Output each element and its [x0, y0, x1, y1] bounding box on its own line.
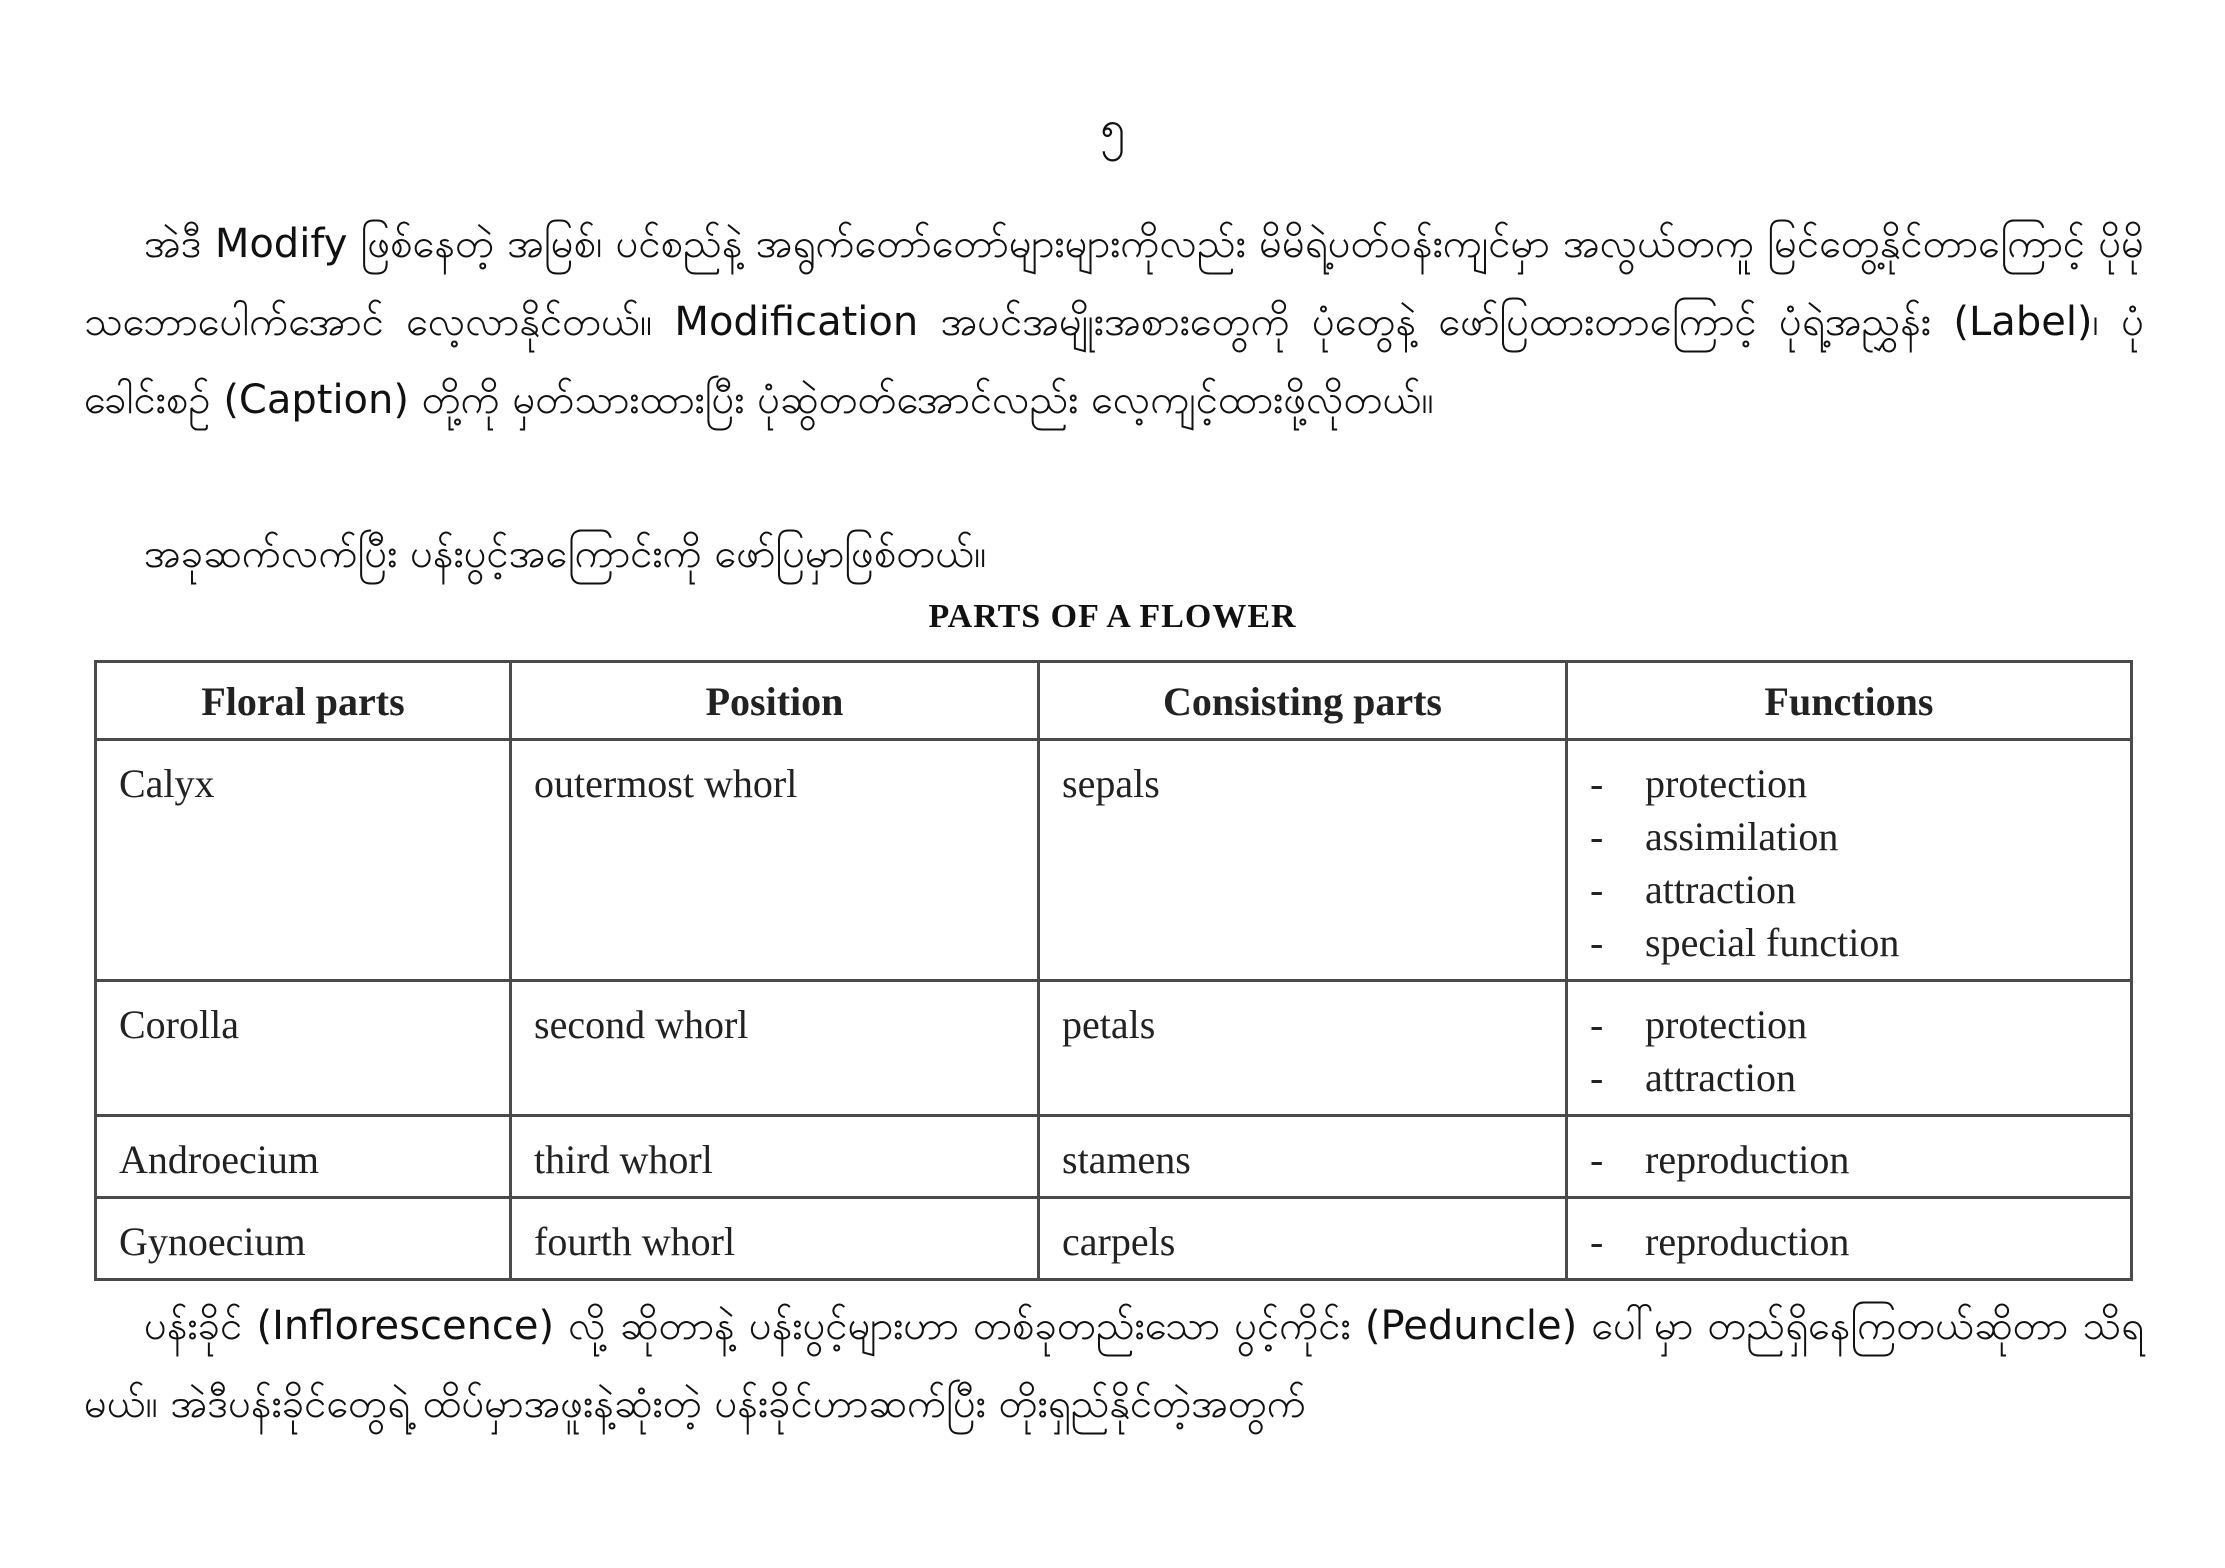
table-row: [96, 1198, 2132, 1280]
cell-functions: [1567, 1116, 2132, 1198]
header-position: Position: [511, 662, 1039, 740]
header-functions: Functions: [1567, 662, 2132, 740]
cell-floral-part: Gynoecium: [96, 1198, 511, 1280]
cell-floral-part: Androecium: [96, 1116, 511, 1198]
cell-consisting-parts: carpels: [1039, 1198, 1567, 1280]
cell-position: fourth whorl: [511, 1198, 1039, 1280]
cell-functions: [1567, 981, 2132, 1116]
table-header-row: [96, 662, 2132, 740]
function-item: - assimilation: [1590, 810, 2108, 863]
cell-functions: [1567, 740, 2132, 981]
header-consisting-parts: Consisting parts: [1039, 662, 1567, 740]
cell-position: second whorl: [511, 981, 1039, 1116]
function-item: - protection: [1590, 998, 2108, 1051]
table-row: [96, 740, 2132, 981]
cell-functions: [1567, 1198, 2132, 1280]
cell-position: third whorl: [511, 1116, 1039, 1198]
function-list: [1590, 1215, 2108, 1268]
closing-paragraph: ပန်းခိုင် (Inflorescence) လို့ ဆိုတာနဲ့ ပန်းပွင့်များဟာ တစ်ခုတည်းသော ပွင့်ကိုင်း (Peduncle) ပေါ်မှာ တည်ရှိနေကြတယ်ဆိုတာ သိရမယ်။ အဲဒီပန်းခိုင်တွေရဲ့ ထိပ်မှာအဖူးနဲ့ဆုံးတဲ့ ပန်းခိုင်ဟာဆက်ပြီး တိုးရှည်နိုင်တဲ့အတွက်: [84, 1303, 2144, 1427]
cell-position: outermost whorl: [511, 740, 1039, 981]
table-row: [96, 981, 2132, 1116]
table-title: PARTS OF A FLOWER: [928, 598, 1297, 635]
cell-consisting-parts: stamens: [1039, 1116, 1567, 1198]
function-item: - reproduction: [1590, 1133, 2108, 1186]
function-item: - attraction: [1590, 863, 2108, 916]
function-list: [1590, 757, 2108, 969]
page-number: ၅: [1100, 102, 1125, 153]
lead-in-paragraph: အခုဆက်လက်ပြီး ပန်းပွင့်အကြောင်းကို ဖော်ပြမှာဖြစ်တယ်။: [144, 531, 987, 577]
cell-consisting-parts: sepals: [1039, 740, 1567, 981]
flower-parts-table: [94, 660, 2133, 1281]
cell-floral-part: Calyx: [96, 740, 511, 981]
function-list: [1590, 1133, 2108, 1186]
function-list: [1590, 998, 2108, 1104]
function-item: - special function: [1590, 916, 2108, 969]
table-row: [96, 1116, 2132, 1198]
function-item: - protection: [1590, 757, 2108, 810]
header-floral-parts: Floral parts: [96, 662, 511, 740]
intro-paragraph: အဲဒီ Modify ဖြစ်နေတဲ့ အမြစ်၊ ပင်စည်နဲ့ အရွက်တော်တော်များများကိုလည်း မိမိရဲ့ပတ်ဝန်းကျင်မှာ အလွယ်တကူ မြင်တွေ့နိုင်တာကြောင့် ပိုမိုသဘောပေါက်အောင် လေ့လာနိုင်တယ်။ Modification အပင်အမျိုးအစားတွေကို ပုံတွေနဲ့ ဖော်ပြထားတာကြောင့် ပုံရဲ့အညွှန်း (Label)၊ ပုံခေါင်းစဉ် (Caption) တို့ကို မှတ်သားထားပြီး ပုံဆွဲတတ်အောင်လည်း လေ့ကျင့်ထားဖို့လိုတယ်။: [84, 221, 2144, 423]
cell-consisting-parts: petals: [1039, 981, 1567, 1116]
function-item: - reproduction: [1590, 1215, 2108, 1268]
cell-floral-part: Corolla: [96, 981, 511, 1116]
function-item: - attraction: [1590, 1051, 2108, 1104]
